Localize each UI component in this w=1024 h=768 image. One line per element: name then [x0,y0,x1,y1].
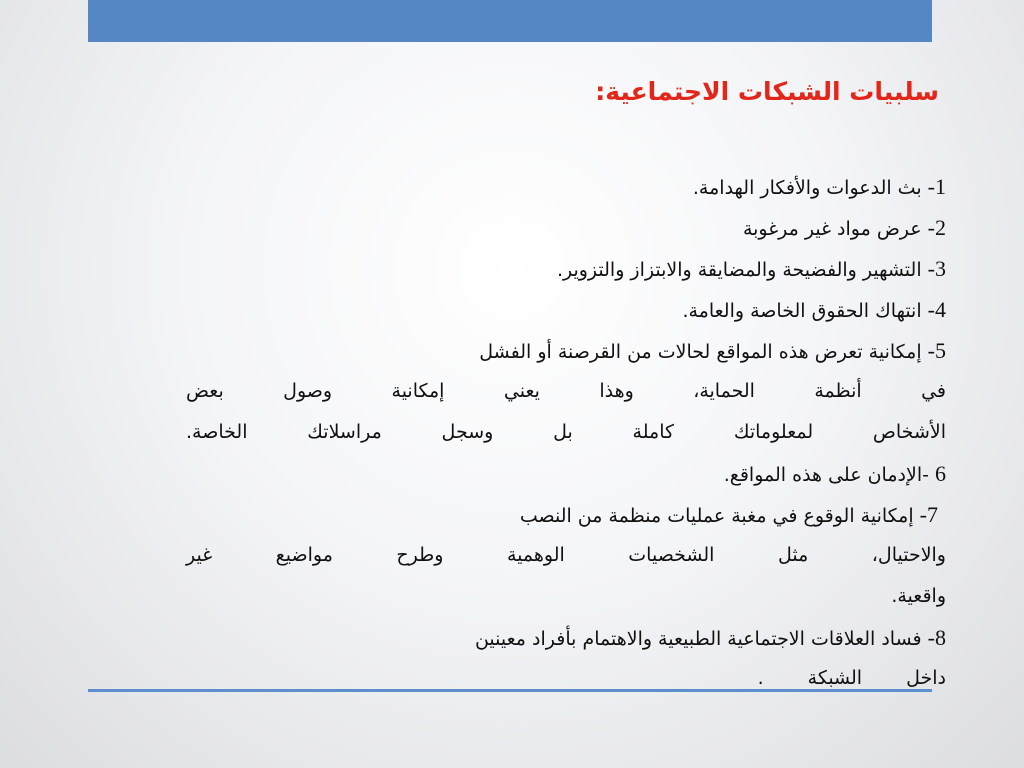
list-item-5-continued: الأشخاص لمعلوماتك كاملة بل وسجل مراسلاتك الخاصة. [186,421,946,443]
negatives-list [186,166,946,699]
item-text: التشهير والفضيحة والمضايقة والابتزاز والتزوير. [556,259,922,281]
item-number: 2- [927,215,946,240]
item-number: 6 [935,461,946,486]
item-number: 3- [927,256,946,281]
list-item-4 [186,289,946,330]
item-number: 7- [919,502,938,527]
header-bar [88,0,932,42]
item-text: إمكانية الوقوع في مغبة عمليات منظمة من النصب [519,505,914,527]
list-item-5 [186,330,946,371]
list-item-8-continued [186,658,946,699]
item-number: 1- [927,174,946,199]
list-item-8 [186,617,946,658]
list-item-1 [186,166,946,207]
item-number: 8- [927,625,946,650]
list-item-2 [186,207,946,248]
item-number: 5- [927,338,946,363]
slide-title: سلبيات الشبكات الاجتماعية: [595,77,939,106]
item-text: انتهاك الحقوق الخاصة والعامة. [682,300,922,322]
item-text: -الإدمان على هذه المواقع. [723,464,929,486]
item-text: إمكانية تعرض هذه المواقع لحالات من القرصنة أو الفشل [479,341,922,363]
list-item-6 [186,453,946,494]
item-text: فساد العلاقات الاجتماعية الطبيعية والاهتمام بأفراد معينين [474,628,922,650]
list-item-5-continued: في أنظمة الحماية، وهذا يعني إمكانية وصول بعض [186,380,946,402]
bottom-divider [88,689,932,692]
item-number: 4- [927,297,946,322]
item-text: عرض مواد غير مرغوبة [742,218,922,240]
list-item-7-continued: والاحتيال، مثل الشخصيات الوهمية وطرح مواضيع غير [186,544,946,566]
item-text: داخل الشبكة . [757,667,946,689]
item-text: بث الدعوات والأفكار الهدامة. [692,177,922,199]
list-item-7 [186,494,946,535]
list-item-7-continued: واقعية. [891,585,946,607]
list-item-3 [186,248,946,289]
